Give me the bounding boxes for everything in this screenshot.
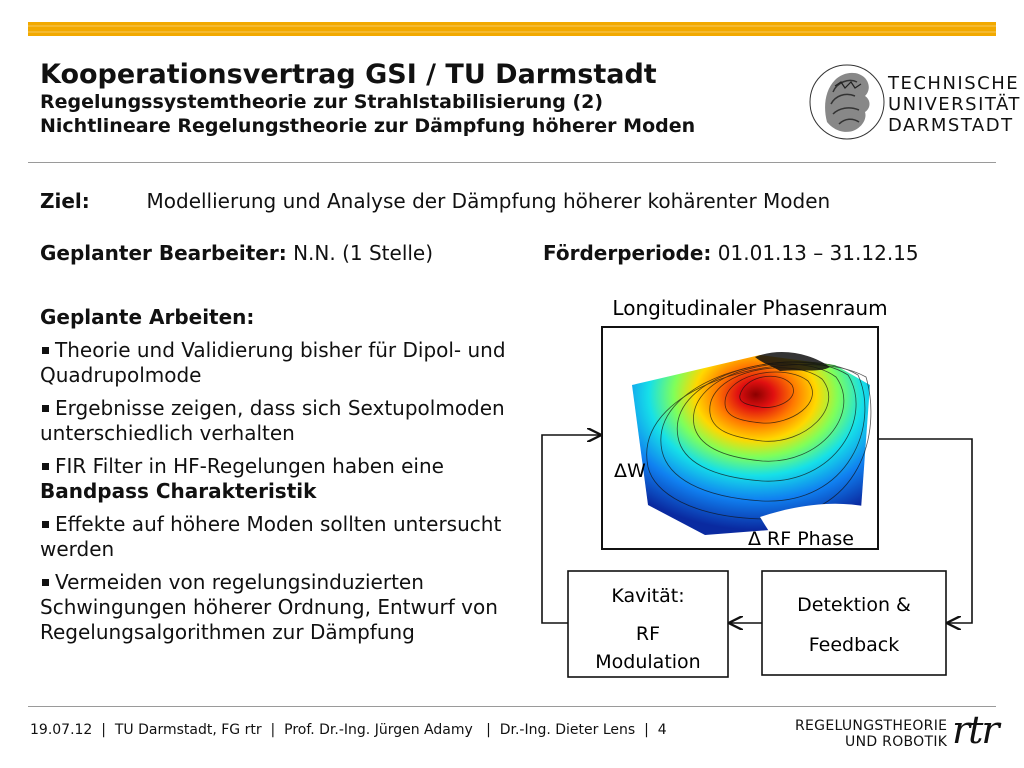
work-list — [40, 338, 530, 653]
list-item: Ergebnisse zeigen, dass sich Sextupolmoden unterschiedlich verhalten — [40, 396, 505, 445]
funding-value: 01.01.13 – 31.12.15 — [717, 241, 919, 265]
cavity-label-1: Kavität: — [611, 585, 685, 607]
rtr-logo-text: REGELUNGSTHEORIE UND ROBOTIK — [795, 718, 948, 750]
plot-title: Longitudinaler Phasenraum — [612, 296, 888, 320]
cavity-label-2: RF — [635, 623, 661, 645]
slide-subtitle-2: Nichtlineare Regelungstheorie zur Dämpfung höherer Moden — [40, 115, 696, 137]
bullet-icon — [42, 405, 49, 412]
bullet-icon — [42, 347, 49, 354]
goal-label: Ziel: — [40, 189, 90, 213]
accent-bar — [28, 22, 996, 36]
tu-logo-text: TECHNISCHE UNIVERSITÄT DARMSTADT — [888, 73, 1021, 136]
work-heading: Geplante Arbeiten: — [40, 305, 255, 329]
slide-subtitle-1: Regelungssystemtheorie zur Strahlstabilisierung (2) — [40, 91, 604, 113]
bullet-icon — [42, 579, 49, 586]
list-item: FIR Filter in HF-Regelungen haben eine Bandpass Charakteristik — [40, 454, 444, 503]
cavity-label-3: Modulation — [595, 651, 701, 673]
slide-title: Kooperationsvertrag GSI / TU Darmstadt — [40, 59, 657, 90]
bullet-icon — [42, 521, 49, 528]
x-axis-label: Δ RF Phase — [748, 528, 854, 550]
list-item: Effekte auf höhere Moden sollten untersucht werden — [40, 512, 502, 561]
staff-label: Geplanter Bearbeiter: — [40, 241, 287, 265]
y-axis-label: ΔW — [614, 460, 646, 482]
athena-seal-icon — [810, 65, 884, 139]
phase-space-plot — [632, 352, 871, 535]
staff-value: N.N. (1 Stelle) — [293, 241, 434, 265]
funding-row — [543, 240, 919, 266]
detection-box — [762, 571, 946, 675]
footer-text: 19.07.12 | TU Darmstadt, FG rtr | Prof. Dr.-Ing. Jürgen Adamy | Dr.-Ing. Dieter Lens | 4 — [30, 722, 667, 738]
funding-label: Förderperiode: — [543, 241, 712, 265]
header-divider — [28, 162, 996, 163]
bullet-icon — [42, 463, 49, 470]
detection-label-1: Detektion & — [797, 594, 911, 616]
rtr-logo-mark: rtr — [952, 708, 998, 752]
staff-row — [40, 240, 433, 266]
detection-label-2: Feedback — [808, 634, 900, 656]
goal-text: Modellierung und Analyse der Dämpfung höherer kohärenter Moden — [146, 189, 831, 213]
footer-divider — [28, 706, 996, 707]
list-item: Vermeiden von regelungsinduzierten Schwingungen höherer Ordnung, Entwurf von Regelungsalgorithmen zur Dämpfung — [40, 570, 498, 644]
list-item: Theorie und Validierung bisher für Dipol- und Quadrupolmode — [40, 338, 506, 387]
title-block — [40, 60, 695, 138]
goal-row — [40, 188, 830, 214]
feedback-loop-diagram — [530, 285, 1000, 705]
